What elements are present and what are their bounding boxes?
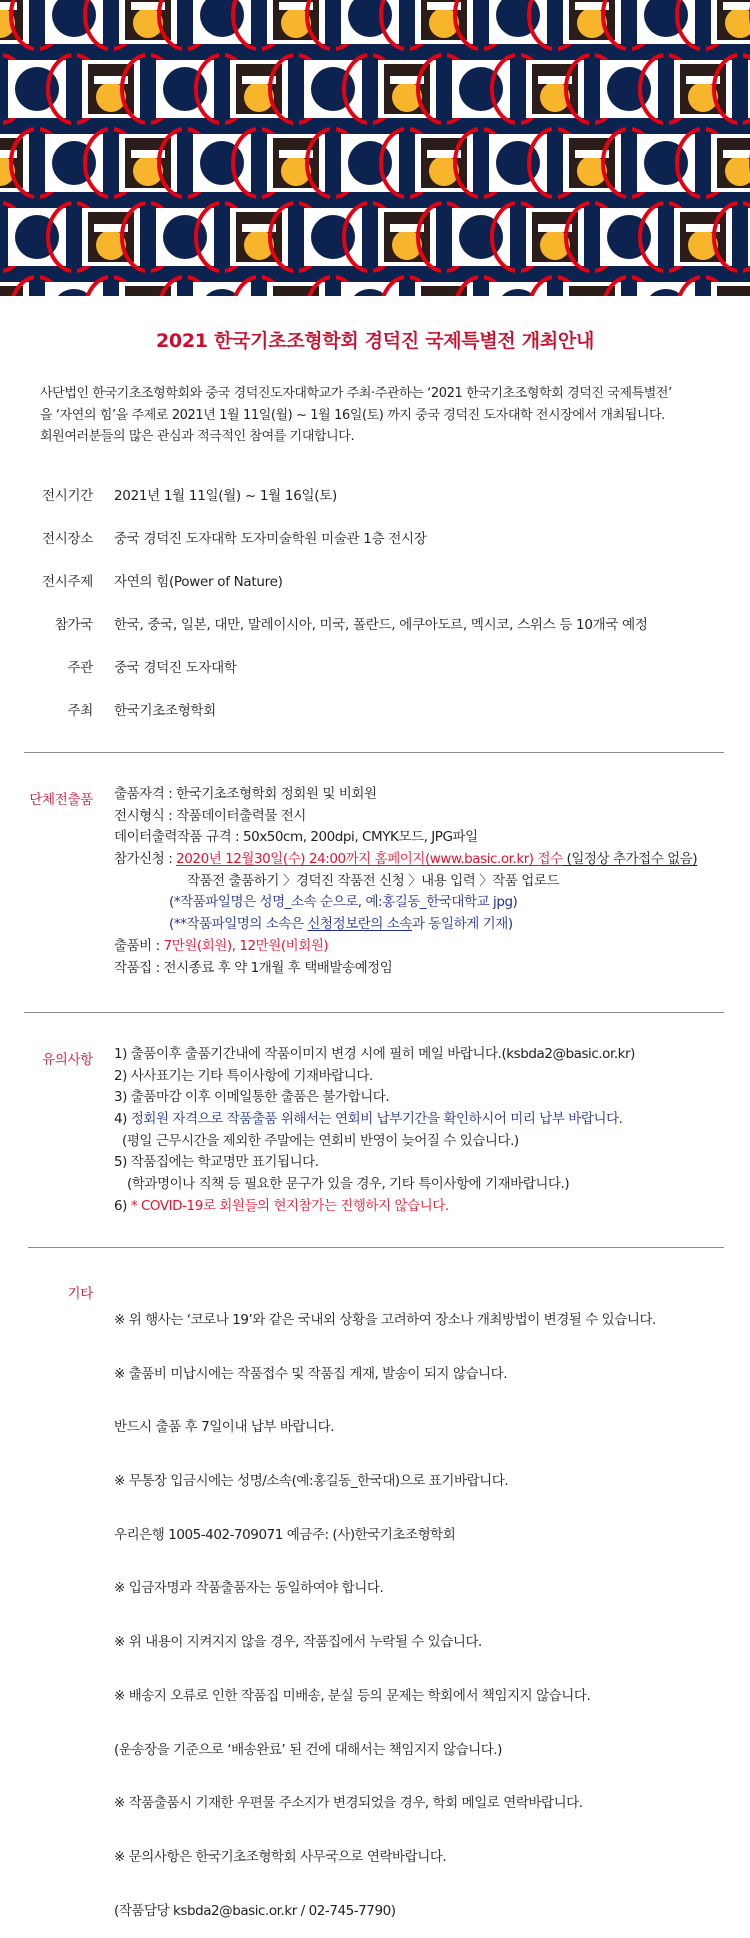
fee-prefix: 출품비 : — [114, 937, 164, 954]
pattern-navy-bar — [145, 52, 151, 126]
etc-item: ※ 위 내용이 지켜지지 않을 경우, 작품집에서 누락될 수 있습니다. — [114, 1634, 482, 1651]
note-item-2: 2) 사사표기는 기타 특이사항에 기재바랍니다. — [114, 1067, 373, 1084]
pattern-navy-bar — [367, 52, 373, 126]
pattern-navy-bar — [700, 0, 706, 52]
pattern-navy-bar — [71, 52, 77, 126]
apply-path-text: 작품전 출품하기 〉경덕진 작품전 신청 〉내용 입력 〉작품 업로드 — [187, 872, 560, 889]
etc-item: ※ 배송지 오류로 인한 작품집 미배송, 분실 등의 문제는 학회에서 책임지지 않습니다. — [114, 1687, 591, 1704]
pattern-navy-bar — [515, 200, 521, 274]
info-label: 참가국 — [54, 617, 93, 633]
note-item-3: 3) 출품마감 이후 이메일통한 출품은 불가합니다. — [114, 1089, 390, 1106]
pattern-navy-bar — [552, 274, 558, 296]
format-text: 전시형식 : 작품데이터출력물 전시 — [114, 807, 306, 824]
pattern-banner — [0, 0, 750, 296]
info-value: 중국 경덕진 도자대학 — [114, 660, 237, 676]
pattern-navy-bar — [256, 274, 262, 296]
pattern-navy-bar — [441, 200, 447, 274]
note-item-5: 5) 작품집에는 학교명만 표기됩니다. — [114, 1154, 319, 1171]
info-value: 한국, 중국, 일본, 대만, 말레이시아, 미국, 폴란드, 에쿠아도르, 멕시코, 스위스 등 10개국 예정 — [114, 617, 648, 633]
pattern-navy-bar — [404, 0, 410, 52]
fee-line — [114, 936, 697, 958]
section-divider — [24, 1012, 724, 1013]
section-divider — [28, 1247, 724, 1248]
pattern-navy-bar — [330, 0, 336, 52]
pattern-navy-bar — [552, 126, 558, 200]
pattern-navy-bar — [330, 274, 336, 296]
intro-paragraph — [40, 383, 730, 448]
apply-note: (일정상 추가접수 없음) — [562, 851, 698, 868]
intro-line: 회원여러분들의 많은 관심과 적극적인 참여를 기대합니다. — [40, 429, 355, 444]
info-value: 중국 경덕진 도자대학 도자미술학원 미술관 1층 전시장 — [114, 531, 427, 547]
pattern-dark-block — [717, 286, 750, 296]
pattern-navy-bar — [663, 52, 669, 126]
pattern-navy-bar — [663, 200, 669, 274]
apply-deadline-link[interactable]: 2020년 12월30일(수) 24:00까지 홈페이지(www.basic.or.kr) 접수 — [176, 851, 563, 868]
note-item-6 — [114, 1196, 635, 1218]
info-label: 전시기간 — [42, 488, 93, 504]
note-item-5-sub: (학과명이나 직책 등 필요한 문구가 있을 경우, 기타 특이사항에 기재바랍니다.) — [127, 1176, 570, 1193]
pattern-navy-bar — [589, 52, 595, 126]
pattern-navy-bar — [0, 200, 3, 274]
page-title: 2021 한국기초조형학회 경덕진 국제특별전 개최안내 — [155, 330, 595, 352]
pattern-navy-bar — [626, 0, 632, 52]
spec-text: 데이터출력작품 규격 : 50x50cm, 200dpi, CMYK모드, JPG파일 — [114, 829, 478, 846]
etc-item: 우리은행 1005-402-709071 예금주: (사)한국기초조형학회 — [114, 1526, 456, 1543]
section-label-submission: 단체전출품 — [29, 792, 93, 808]
pattern-navy-bar — [478, 126, 484, 200]
note-item-1: 1) 출품이후 출품기간내에 작품이미지 변경 시에 필히 메일 바랍니다.(ksbda2@basic.or.kr) — [114, 1046, 635, 1062]
affiliation-note-underline: 신청정보란의 소속 — [307, 916, 412, 933]
intro-line: 사단법인 한국기초조형학회와 중국 경덕진도자대학교가 주최·주관하는 ‘2021 한국기초조형학회 경덕진 국제특별전’ — [40, 386, 672, 401]
pattern-navy-bar — [478, 0, 484, 52]
affiliation-note-pre: (**작품파일명의 소속은 — [169, 916, 308, 933]
pattern-navy-bar — [626, 274, 632, 296]
pattern-navy-bar — [330, 126, 336, 200]
pattern-navy-bar — [108, 274, 114, 296]
etc-item: (작품담당 ksbda2@basic.or.kr / 02-745-7790) — [114, 1902, 396, 1919]
pattern-navy-bar — [108, 126, 114, 200]
info-value: 자연의 힘(Power of Nature) — [114, 574, 283, 590]
note-number: 6) — [114, 1197, 131, 1214]
pattern-navy-bar — [219, 200, 225, 274]
pattern-navy-bar — [256, 126, 262, 200]
pattern-navy-bar — [34, 274, 40, 296]
note-text: 정회원 자격으로 작품출품 위해서는 연회비 납부기간을 확인하시어 미리 납부 바랍니다. — [130, 1111, 623, 1128]
note-text: * COVID-19로 회원들의 현지참가는 진행하지 않습니다. — [130, 1197, 449, 1214]
pattern-navy-bar — [552, 0, 558, 52]
etc-list — [114, 1278, 656, 1938]
pattern-white-bar — [723, 150, 750, 158]
etc-item: ※ 무통장 입금시에는 성명/소속(예:홍길동_한국대)으로 표기바랍니다. — [114, 1473, 509, 1490]
info-row-countries — [0, 613, 750, 635]
affiliation-note — [114, 914, 697, 936]
info-row-theme — [0, 570, 750, 592]
pattern-navy-bar — [737, 52, 743, 126]
info-label: 주최 — [67, 703, 93, 719]
pattern-navy-bar — [367, 200, 373, 274]
pattern-navy-bar — [219, 52, 225, 126]
apply-prefix: 참가신청 : — [114, 851, 177, 868]
pattern-navy-bar — [737, 200, 743, 274]
etc-item: 반드시 출품 후 7일이내 납부 바랍니다. — [114, 1419, 335, 1436]
pattern-navy-bar — [404, 126, 410, 200]
catalog-text: 작품집 : 전시종료 후 약 1개월 후 택배발송예정임 — [114, 959, 393, 976]
info-label: 주관 — [67, 660, 93, 676]
apply-line — [114, 849, 697, 871]
pattern-white-bar — [723, 2, 750, 10]
section-label-etc: 기타 — [67, 1286, 93, 1302]
pattern-navy-bar — [700, 274, 706, 296]
pattern-navy-bar — [256, 0, 262, 52]
pattern-navy-bar — [626, 126, 632, 200]
eligibility-text: 출품자격 : 한국기초조형학회 정회원 및 비회원 — [114, 786, 377, 802]
pattern-navy-bar — [182, 274, 188, 296]
info-value: 2021년 1월 11일(월) ~ 1월 16일(토) — [114, 488, 337, 504]
section-divider — [24, 752, 724, 753]
pattern-navy-bar — [34, 126, 40, 200]
fee-value: 7만원(회원), 12만원(비회원) — [163, 937, 329, 954]
note-item-4-sub: (평일 근무시간을 제외한 주말에는 연회비 반영이 늦어질 수 있습니다.) — [122, 1132, 519, 1149]
info-value: 한국기초조형학회 — [114, 703, 216, 719]
info-row-period — [0, 484, 750, 506]
info-row-organizer — [0, 656, 750, 678]
pattern-navy-bar — [515, 52, 521, 126]
info-row-host — [0, 699, 750, 721]
pattern-navy-bar — [182, 0, 188, 52]
note-number: 4) — [114, 1111, 131, 1128]
etc-item: ※ 입금자명과 작품출품자는 동일하여야 합니다. — [114, 1580, 384, 1597]
etc-item: (운송장을 기준으로 ‘배송완료’ 된 건에 대해서는 책임지지 않습니다.) — [114, 1741, 503, 1758]
section-label-notes: 유의사항 — [42, 1052, 93, 1068]
pattern-navy-bar — [34, 0, 40, 52]
pattern-navy-bar — [71, 200, 77, 274]
info-label: 전시장소 — [42, 531, 93, 547]
affiliation-note-post: 과 동일하게 기재) — [412, 916, 513, 933]
etc-item: ※ 작품출품시 기재한 우편물 주소지가 변경되었을 경우, 학회 메일로 연락바랍니다. — [114, 1795, 583, 1812]
submission-details — [114, 784, 697, 979]
intro-line: 을 ‘자연의 힘’을 주제로 2021년 1월 11일(월) ~ 1월 16일(토) 까지 중국 경덕진 도자대학 전시장에서 개최됩니다. — [40, 407, 665, 423]
pattern-navy-bar — [404, 274, 410, 296]
pattern-navy-bar — [108, 0, 114, 52]
etc-item: ※ 위 행사는 ‘코로나 19’와 같은 국내외 상황을 고려하여 장소나 개최방법이 변경될 수 있습니다. — [114, 1312, 656, 1328]
pattern-navy-bar — [0, 52, 3, 126]
etc-item: ※ 문의사항은 한국기초조형학회 사무국으로 연락바랍니다. — [114, 1848, 447, 1865]
pattern-navy-bar — [441, 52, 447, 126]
pattern-navy-bar — [478, 274, 484, 296]
note-item-4 — [114, 1109, 635, 1131]
geometric-pattern-image — [0, 0, 750, 296]
pattern-navy-bar — [293, 52, 299, 126]
etc-item: ※ 출품비 미납시에는 작품접수 및 작품집 게재, 발송이 되지 않습니다. — [114, 1365, 508, 1382]
info-label: 전시주제 — [42, 574, 93, 590]
pattern-navy-bar — [700, 126, 706, 200]
filename-note: (*작품파일명은 성명_소속 순으로, 예:홍길동_한국대학교 jpg) — [169, 894, 518, 911]
info-row-venue — [0, 527, 750, 549]
pattern-navy-bar — [589, 200, 595, 274]
pattern-navy-bar — [293, 200, 299, 274]
notes-list — [114, 1044, 635, 1218]
pattern-navy-bar — [145, 200, 151, 274]
pattern-navy-bar — [182, 126, 188, 200]
